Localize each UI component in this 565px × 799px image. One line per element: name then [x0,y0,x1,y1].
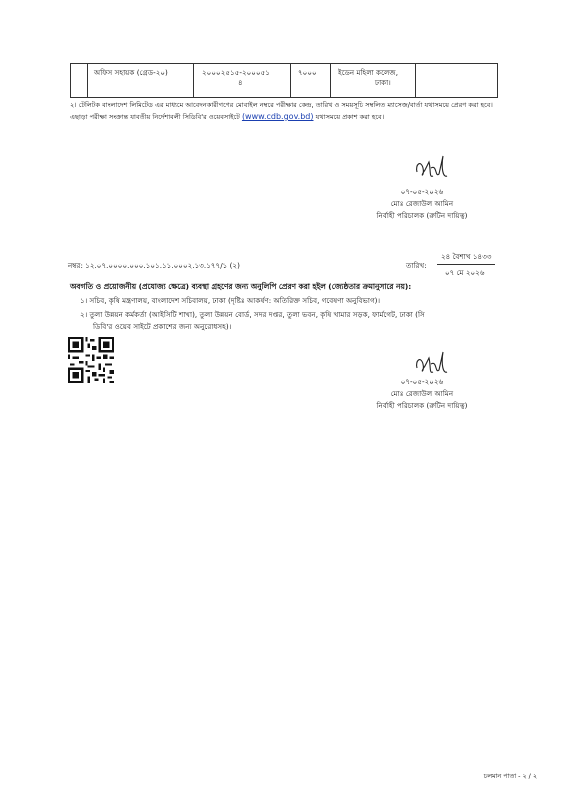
notice-text: ২। টেলিটক বাংলাদেশ লিমিটেড এর মাধ্যমে আবেদনকারীগণের মোবাইল নম্বরে পরীক্ষার কেন্দ্র, তারিখ ও সময়সূচি সম্বলিত ম্যাসেজ/বার্তা যথাসময়ে প্রেরণ করা হবে। এছাড়া পরীক্ষা সংক্রান্ত যাবতীয় নির্দেশাবলী সিডিবি'র ওয়েবসাইটে [70,101,493,121]
distribution-item: ডিবি'র ওয়েব সাইটে প্রকাশের জন্য অনুরোধসহ)। [93,322,232,331]
venue-cell-line1: ইডেন মহিলা কলেজ, [338,68,399,77]
venue-cell-line2: ঢাকা। [375,78,391,87]
signatory-title: নির্বাহী পরিচালক (রুটিন দায়িত্ব) [376,401,468,410]
roll-cell-line1: ২০০০২৫১৫-২০০০৫১ [202,68,270,77]
table-border [70,64,71,97]
qr-code [68,337,114,383]
signatory-title: নির্বাহী পরিচালক (রুটিন দায়িত্ব) [376,211,468,220]
date-bangla: ২৪ বৈশাখ ১৪৩৩ [441,252,492,261]
results-table-row [70,63,498,98]
signature-block-1 [352,186,492,222]
signature-block-2 [352,376,492,412]
signature-image [405,150,455,185]
roll-cell-line2: ৪ [238,78,243,87]
date-divider [437,264,495,265]
table-border [497,64,498,97]
signature-date: ০৭-০৫-২০২৬ [400,377,444,386]
count-cell: ৭০০০ [298,68,317,77]
notice-tail: যথাসময়ে প্রকাশ করা হবে। [315,113,385,121]
signatory-name: মোঃ রেজাউল আমিন [390,199,454,208]
post-cell: অফিস সহায়ক (গ্রেড-২০) [94,68,168,77]
date-english: ০৭ মে ২০২৬ [445,268,485,277]
signatory-name: মোঃ রেজাউল আমিন [390,389,454,398]
distribution-item: ২। তুলা উন্নয়ন কর্মকর্তা (আইসিটি শাখা), তুলা উন্নয়ন বোর্ড, সদর দপ্তর, তুলা ভবন, কৃষি খামার সড়ক, ফার্মগেট, ঢাকা (সি [80,310,425,319]
table-border [193,64,194,97]
table-border [87,64,88,97]
notice-paragraph [70,100,500,123]
table-border [330,64,331,97]
distribution-item: ১। সচিব, কৃষি মন্ত্রণালয়, বাংলাদেশ সচিবালয়, ঢাকা (দৃষ্টিঃ আকর্ষণ: অতিরিক্ত সচিব, গবেষণা অনুবিভাগ)। [80,296,381,305]
distribution-heading: অবগতি ও প্রয়োজনীয় (প্রযোজ্য ক্ষেত্রে) ব্যবস্থা গ্রহণের জন্য অনুলিপি প্রেরণ করা হইল (জ্যেষ্ঠতার ক্রমানুসারে নয়): [70,282,412,291]
memo-number: নম্বর: ১২.০৭.০০০০.০০০.১০১.১১.০০০২.১৩.১৭৭/১ (২) [68,261,240,270]
page-number-footer: চলমান পাতা - ২ / ২ [483,772,537,780]
website-link[interactable]: (www.cdb.gov.bd) [241,112,314,121]
date-label: তারিখ: [406,261,427,270]
table-border [415,64,416,97]
signature-date: ০৭-০৫-২০২৬ [400,187,444,196]
table-border [290,64,291,97]
